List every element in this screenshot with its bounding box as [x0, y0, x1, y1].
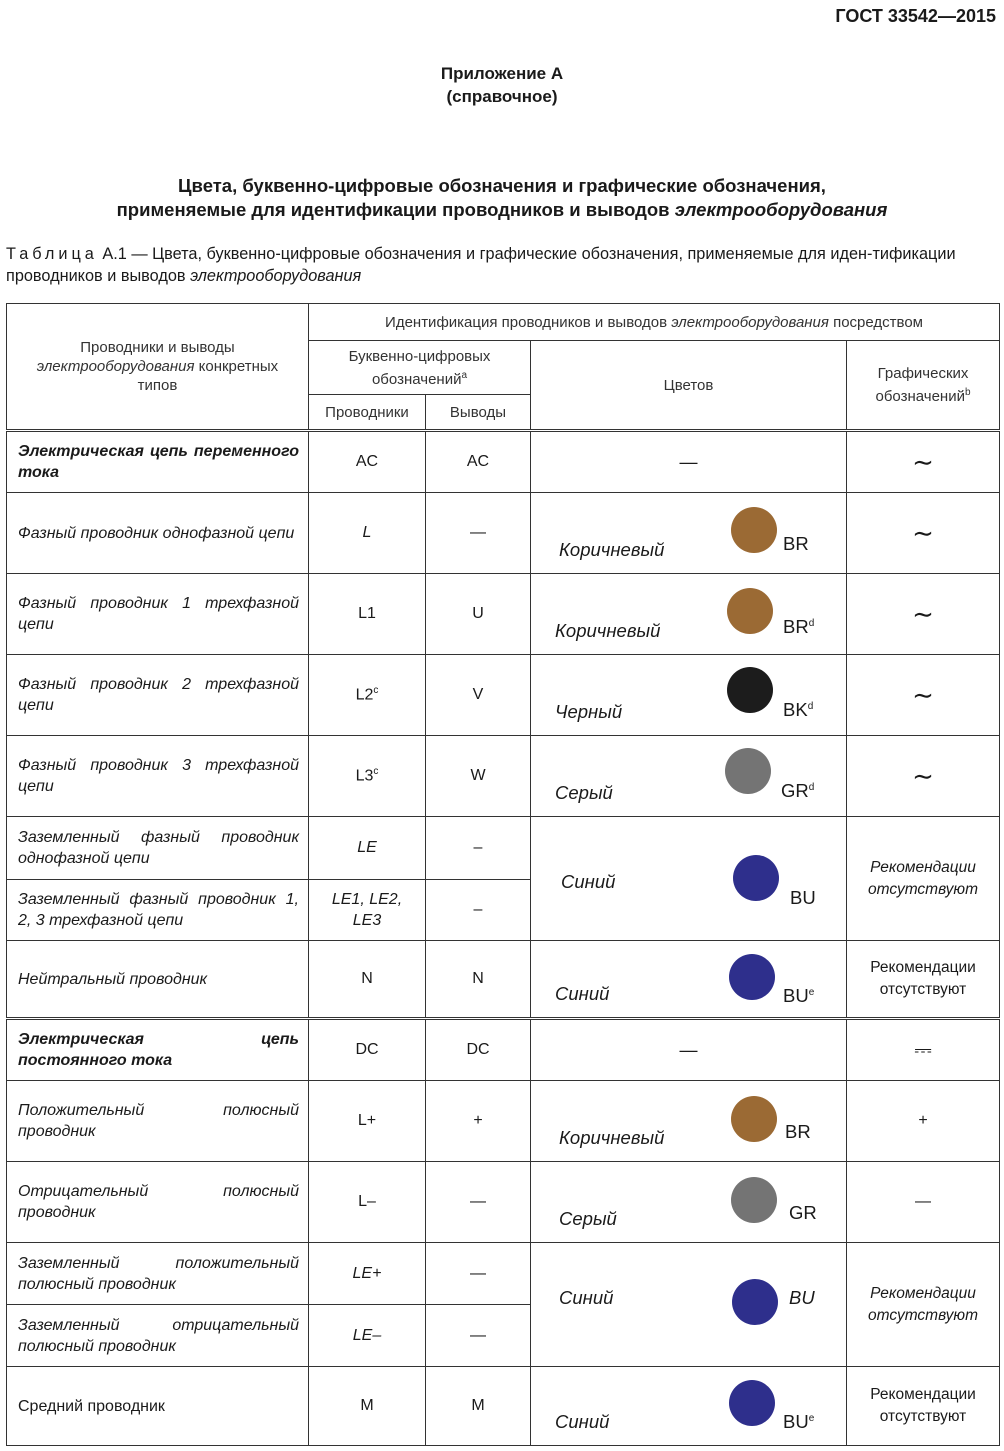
appendix-heading — [0, 174, 1004, 222]
color-name: Синий — [561, 871, 616, 892]
row-terminal: + — [426, 1081, 531, 1162]
color-code: BU — [789, 1287, 815, 1308]
row-conductor: LE1, LE2, LE3 — [309, 880, 426, 941]
color-name: Синий — [559, 1287, 614, 1308]
row-name: Фазный проводник однофазной цепи — [7, 493, 309, 574]
table-row — [7, 1367, 1000, 1446]
caption-label: Таблица — [6, 245, 98, 263]
row-conductor: L3$^c$ — [309, 736, 426, 817]
table-row — [7, 655, 1000, 736]
row-name: Заземленный отрицательный полюсный проводник — [7, 1305, 309, 1367]
minus-symbol: — — [847, 1162, 1000, 1243]
row-color — [531, 1243, 847, 1367]
no-recommendation: Рекомендации отсутствуют — [847, 941, 1000, 1019]
color-name: Синий — [555, 1411, 610, 1432]
ac-symbol: ∼ — [847, 736, 1000, 817]
row-conductor: L– — [309, 1162, 426, 1243]
no-recommendation: Рекомендации отсутствуют — [847, 1243, 1000, 1367]
row-name: Заземленный фазный проводник однофазной цепи — [7, 817, 309, 880]
appendix-type: (справочное) — [446, 87, 558, 106]
gray-swatch — [731, 1177, 777, 1223]
blue-swatch — [729, 1380, 775, 1426]
row-conductor: L1 — [309, 574, 426, 655]
color-code: BR — [783, 533, 809, 554]
row-terminal: N — [426, 941, 531, 1019]
color-name: Черный — [555, 701, 623, 722]
blue-swatch — [733, 855, 779, 901]
table-row — [7, 941, 1000, 1019]
row-color — [531, 493, 847, 574]
row-name: Заземленный фазный проводник 1, 2, 3 трехфазной цепи — [7, 880, 309, 941]
brown-swatch — [727, 588, 773, 634]
row-conductor: DC — [309, 1019, 426, 1081]
row-conductor: AC — [309, 431, 426, 493]
color-name: Синий — [555, 983, 610, 1004]
color-name: Коричневый — [555, 620, 661, 641]
appendix-title: Приложение А — [440, 64, 564, 83]
color-code: $GR^d$ — [781, 780, 815, 801]
row-terminal: M — [426, 1367, 531, 1446]
identification-table — [6, 303, 1000, 1446]
color-name: Коричневый — [559, 539, 665, 560]
color-name: Коричневый — [559, 1127, 665, 1148]
table-row — [7, 1081, 1000, 1162]
row-conductor: M — [309, 1367, 426, 1446]
table-row — [7, 1162, 1000, 1243]
row-conductor: N — [309, 941, 426, 1019]
color-code: $BR^d$ — [783, 616, 815, 637]
row-color: — — [531, 1019, 847, 1081]
heading-line-1: Цвета, буквенно-цифровые обозначения и графические обозначения, — [178, 175, 826, 196]
row-name: Отрицательный полюсный проводник — [7, 1162, 309, 1243]
header-colors: Цветов — [531, 341, 847, 431]
row-color — [531, 655, 847, 736]
row-color: — — [531, 431, 847, 493]
ac-symbol: ∼ — [847, 493, 1000, 574]
color-code: $BU^e$ — [783, 1411, 815, 1432]
blue-swatch — [729, 954, 775, 1000]
dc-symbol: ⎓ — [847, 1019, 1000, 1081]
row-name: Положительный полюсный проводник — [7, 1081, 309, 1162]
ac-symbol: ∼ — [847, 655, 1000, 736]
table-caption: Таблица А.1 — Цвета, буквенно-цифровые обозначения и графические обозначения, применяемые для иден-тификации проводников и выводов электрооборудования — [6, 245, 956, 285]
row-color — [531, 574, 847, 655]
row-conductor: L+ — [309, 1081, 426, 1162]
table-row — [7, 1019, 1000, 1081]
color-code: BU — [790, 887, 816, 908]
row-terminal: — — [426, 1162, 531, 1243]
standard-number: ГОСТ 33542—2015 — [835, 6, 996, 26]
row-name: Электрическая цепь переменного тока — [7, 431, 309, 493]
row-conductor: L — [309, 493, 426, 574]
row-terminal: AC — [426, 431, 531, 493]
row-name: Фазный проводник 2 трехфазной цепи — [7, 655, 309, 736]
row-color — [531, 1081, 847, 1162]
row-name: Нейтральный проводник — [7, 941, 309, 1019]
table-row — [7, 431, 1000, 493]
gray-swatch — [725, 748, 771, 794]
row-terminal: – — [426, 880, 531, 941]
header-graphic: Графических обозначений$^b$ — [847, 341, 1000, 431]
header-terminals: Выводы — [426, 395, 531, 431]
color-code: BR — [785, 1121, 811, 1142]
brown-swatch — [731, 1096, 777, 1142]
row-name: Средний проводник — [7, 1367, 309, 1446]
color-name: Серый — [555, 782, 613, 803]
row-terminal: — — [426, 493, 531, 574]
color-code: GR — [789, 1202, 817, 1223]
row-conductor: LE+ — [309, 1243, 426, 1305]
black-swatch — [727, 667, 773, 713]
row-terminal: DC — [426, 1019, 531, 1081]
no-recommendation: Рекомендации отсутствуют — [847, 1367, 1000, 1446]
row-terminal: — — [426, 1243, 531, 1305]
row-color — [531, 817, 847, 941]
row-conductor: LE — [309, 817, 426, 880]
table-row — [7, 574, 1000, 655]
table-row — [7, 817, 1000, 880]
table-row — [7, 736, 1000, 817]
row-conductor: L2$^c$ — [309, 655, 426, 736]
row-name: Фазный проводник 3 трехфазной цепи — [7, 736, 309, 817]
row-terminal: W — [426, 736, 531, 817]
ac-symbol: ∼ — [847, 574, 1000, 655]
brown-swatch — [731, 507, 777, 553]
no-recommendation: Рекомендации отсутствуют — [847, 817, 1000, 941]
color-code: $BK^d$ — [783, 699, 814, 720]
color-code: $BU^e$ — [783, 985, 815, 1006]
row-color — [531, 1367, 847, 1446]
plus-symbol: + — [847, 1081, 1000, 1162]
color-name: Серый — [559, 1208, 617, 1229]
header-conductor-types: Проводники и выводы электрооборудования конкретных типов — [7, 304, 309, 431]
row-terminal: – — [426, 817, 531, 880]
header-alphanumeric: Буквенно-цифровых обозначений$^a$ — [309, 341, 531, 395]
row-color — [531, 736, 847, 817]
blue-swatch — [732, 1279, 778, 1325]
heading-line-2: применяемые для идентификации проводников и выводов электрооборудования — [116, 199, 888, 220]
header-identification: Идентификация проводников и выводов электрооборудования посредством — [309, 304, 1000, 341]
row-name: Электрическая цепь постоянного тока — [7, 1019, 309, 1081]
row-color — [531, 1162, 847, 1243]
row-conductor: LE– — [309, 1305, 426, 1367]
ac-symbol: ∼ — [847, 431, 1000, 493]
row-terminal: V — [426, 655, 531, 736]
table-row — [7, 1243, 1000, 1305]
header-conductors: Проводники — [309, 395, 426, 431]
row-name: Фазный проводник 1 трехфазной цепи — [7, 574, 309, 655]
row-terminal: U — [426, 574, 531, 655]
table-row — [7, 493, 1000, 574]
row-terminal: — — [426, 1305, 531, 1367]
row-name: Заземленный положительный полюсный проводник — [7, 1243, 309, 1305]
row-color — [531, 941, 847, 1019]
